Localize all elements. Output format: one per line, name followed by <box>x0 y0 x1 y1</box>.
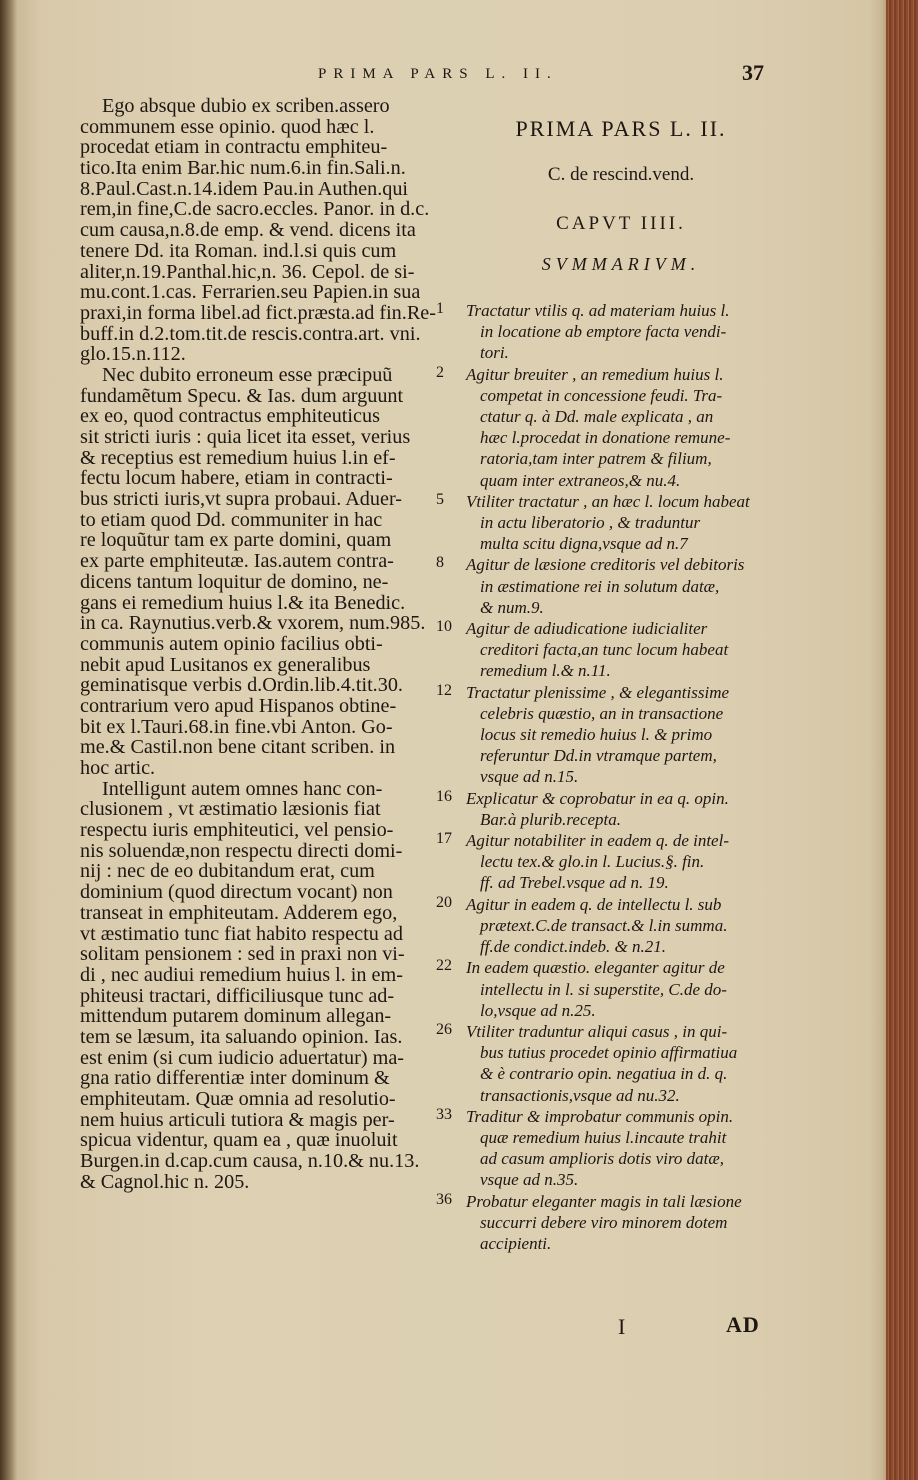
text-line: gans ei remedium huius l.& ita Benedic. <box>80 591 406 614</box>
text-line: bit ex l.Tauri.68.in fine.vbi Anton. Go- <box>80 715 393 738</box>
entry-line: intellectu in l. si superstite, C.de do- <box>480 979 727 999</box>
text-line: Ego absque dubio ex scriben.assero <box>102 95 390 117</box>
entry-line: & num.9. <box>480 597 544 617</box>
entry-number: 1 <box>436 300 444 317</box>
entry-number: 36 <box>436 1190 452 1208</box>
summarium-entry <box>436 364 806 491</box>
entry-line: ctatur q. à Dd. male explicata , an <box>480 407 714 427</box>
entry-line: transactionis,vsque ad nu.32. <box>480 1085 680 1105</box>
entry-line: Bar.à plurib.recepta. <box>480 809 622 829</box>
catchword: AD <box>726 1312 760 1337</box>
text-line: communis autem opinio facilius obti- <box>80 632 383 655</box>
summarium-entry <box>436 1021 806 1106</box>
entry-line: lectu tex.& glo.in l. Lucius.§. fin. <box>480 852 705 872</box>
text-line: 8.Paul.Cast.n.14.idem Pau.in Authen.qui <box>80 177 409 200</box>
text-line: respectu iuris emphiteutici, vel pensio- <box>80 819 394 842</box>
entry-line: In eadem quæstio. eleganter agitur de <box>466 958 725 978</box>
entry-number: 20 <box>436 893 452 911</box>
entry-line: accipienti. <box>480 1233 552 1253</box>
text-line: & receptius est remedium huius l.in ef- <box>80 446 396 469</box>
text-line: contrarium vero apud Hispanos obtine- <box>80 694 397 717</box>
text-line: solitam pensionem : sed in praxi non vi- <box>80 943 405 966</box>
summarium-entry <box>436 300 806 364</box>
summarium-heading: SVMMARIVM. <box>541 254 701 274</box>
entry-line: tori. <box>480 343 509 363</box>
entry-line: quam inter extraneos,& nu.4. <box>480 470 681 490</box>
entry-line: Agitur de adiudicatione iudicialiter <box>466 619 708 639</box>
text-line: sit stricti iuris : quia licet ita esset, verius <box>80 426 411 448</box>
entry-line: ratoria,tam inter patrem & filium, <box>480 449 712 469</box>
entry-line: in actu liberatorio , & traduntur <box>480 513 701 533</box>
text-line: mittendum putarem dominum allegan- <box>80 1005 392 1028</box>
text-line: cum causa,n.8.de emp. & vend. dicens ita <box>80 219 416 242</box>
text-line: nij : nec de eo dubitandum erat, cum <box>80 860 375 883</box>
entry-line: Vtiliter tractatur , an hæc l. locum habeat <box>466 491 750 511</box>
summarium-entry <box>436 957 806 1021</box>
entry-line: Explicatur & coprobatur in ea q. opin. <box>466 788 729 808</box>
entry-number: 22 <box>436 957 452 975</box>
text-line: vt æstimatio tunc fiat habito respectu ad <box>80 922 403 945</box>
entry-number: 17 <box>436 830 452 848</box>
entry-line: vsque ad n.35. <box>480 1170 579 1190</box>
entry-line: referuntur Dd.in vtramque partem, <box>480 746 717 766</box>
entry-line: ff. ad Trebel.vsque ad n. 19. <box>480 873 669 893</box>
text-line: fundamẽtum Specu. & Ias. dum arguunt <box>80 384 404 407</box>
section-title: PRIMA PARS L. II. <box>515 116 727 141</box>
text-line: di , nec audiui remedium huius l. in em- <box>80 963 403 986</box>
entry-line: ff.de condict.indeb. & n.21. <box>480 937 667 957</box>
summarium-entry <box>436 682 806 788</box>
text-line: geminatisque verbis d.Ordin.lib.4.tit.30. <box>80 674 403 697</box>
entry-line: succurri debere viro minorem dotem <box>480 1212 728 1232</box>
text-line: emphiteutam. Quæ omnia ad resolutio- <box>80 1088 396 1110</box>
text-line: & Cagnol.hic n. 205. <box>80 1170 250 1193</box>
text-line: to etiam quod Dd. communiter in hac <box>80 508 383 531</box>
entry-number: 16 <box>436 787 452 805</box>
entry-line: in locatione ab emptore facta vendi- <box>480 322 727 342</box>
section-subtitle: C. de rescind.vend. <box>547 164 695 185</box>
summarium-entry <box>436 1106 806 1191</box>
entry-line: ad casum amplioris dotis viro datæ, <box>480 1149 724 1169</box>
text-line: rem,in fine,C.de sacro.eccles. Panor. in d.c. <box>80 198 430 221</box>
entry-line: locus sit remedio huius l. & primo <box>480 725 713 745</box>
entry-line: Tractatur plenissime , & elegantissime <box>466 682 730 702</box>
summarium-entry <box>436 491 806 555</box>
text-line: in ca. Raynutius.verb.& vxorem, num.985. <box>80 612 426 635</box>
text-line: mu.cont.1.cas. Ferrarien.seu Papien.in sua <box>80 281 421 304</box>
entry-line: multa scitu digna,vsque ad n.7 <box>480 534 688 554</box>
text-line: clusionem , vt æstimatio læsionis fiat <box>80 798 381 821</box>
text-line: Burgen.in d.cap.cum causa, n.10.& nu.13. <box>80 1150 420 1173</box>
entry-line: remedium l.& n.11. <box>480 661 611 681</box>
entry-number: 33 <box>436 1105 452 1123</box>
text-line: transeat in emphiteutam. Adderem ego, <box>80 901 398 924</box>
text-line: procedat etiam in contractu emphiteu- <box>80 136 388 159</box>
entry-line: Agitur notabiliter in eadem q. de intel- <box>466 831 729 851</box>
entry-line: in æstimatione rei in solutum datæ, <box>480 576 720 596</box>
entry-number: 26 <box>436 1020 452 1038</box>
entry-line: creditori facta,an tunc locum habeat <box>480 640 729 660</box>
entry-number: 12 <box>436 681 452 699</box>
summarium-entry <box>436 1191 806 1255</box>
text-line: tenere Dd. ita Roman. ind.l.si quis cum <box>80 239 397 262</box>
entry-line: Probatur eleganter magis in tali læsione <box>466 1191 742 1211</box>
entry-line: Vtiliter traduntur aliqui casus , in qui- <box>466 1021 728 1041</box>
text-line: re loquũtur tam ex parte domini, quam <box>80 529 392 552</box>
text-line: hoc artic. <box>80 757 156 779</box>
text-line: ex parte emphiteutæ. Ias.autem contra- <box>80 550 394 573</box>
text-line: ex eo, quod contractus emphiteuticus <box>80 405 380 428</box>
entry-line: Tractatur vtilis q. ad materiam huius l. <box>466 301 730 320</box>
entry-number: 10 <box>436 618 452 636</box>
text-line: dicens tantum loquitur de domino, ne- <box>80 570 389 593</box>
text-line: dominium (quod directum vocant) non <box>80 881 393 904</box>
text-line: est enim (si cum iudicio aduertatur) ma- <box>80 1046 405 1069</box>
text-line: nebit apud Lusitanos ex generalibus <box>80 653 371 676</box>
text-line: fectu locum habere, etiam in contracti- <box>80 467 393 490</box>
entry-line: & è contrario opin. negatiua in d. q. <box>480 1064 728 1084</box>
text-line: praxi,in forma libel.ad fict.præsta.ad fin.Re- <box>80 301 436 324</box>
summarium-list <box>436 300 806 1254</box>
text-line: tem se læsum, ita saluando opinion. Ias. <box>80 1025 403 1048</box>
entry-line: prætext.C.de transact.& l.in summa. <box>480 915 728 935</box>
entry-number: 2 <box>436 363 444 381</box>
summarium-entry <box>436 894 806 958</box>
text-line: Nec dubito erroneum esse præcipuũ <box>102 363 393 386</box>
entry-line: Agitur in eadem q. de intellectu l. sub <box>466 894 722 914</box>
text-line: spicua videntur, quam ea , quæ inuoluit <box>80 1129 398 1152</box>
text-line: me.& Castil.non bene citant scriben. in <box>80 736 396 759</box>
entry-line: Agitur breuiter , an remedium huius l. <box>466 364 724 384</box>
folio-number: 37 <box>742 60 764 85</box>
running-head: PRIMA PARS L. II. <box>318 66 558 82</box>
text-line: tico.Ita enim Bar.hic num.6.in fin.Sali.n. <box>80 157 406 180</box>
entry-line: quæ remedium huius l.incaute trahit <box>480 1127 727 1147</box>
text-line: gna ratio differentiæ inter dominum & <box>80 1067 390 1090</box>
chapter-heading: CAPVT IIII. <box>556 213 686 234</box>
signature-mark: I <box>618 1314 626 1339</box>
entry-line: vsque ad n.15. <box>480 767 579 787</box>
text-line: aliter,n.19.Panthal.hic,n. 36. Cepol. de si- <box>80 260 415 283</box>
left-text-column <box>80 95 436 1193</box>
entry-line: bus tutius procedet opinio affirmatiua <box>480 1043 738 1063</box>
entry-line: Traditur & improbatur communis opin. <box>466 1106 734 1126</box>
text-line: bus stricti iuris,vt supra probaui. Aduer- <box>80 488 402 511</box>
text-line: communem esse opinio. quod hæc l. <box>80 115 375 138</box>
entry-line: celebris quæstio, an in transactione <box>480 703 724 723</box>
entry-number: 8 <box>436 554 444 572</box>
text-line: nis soluendæ,non respectu directi domi- <box>80 839 403 862</box>
summarium-entry <box>436 830 806 894</box>
entry-line: Agitur de læsione creditoris vel debitoris <box>466 555 745 575</box>
text-line: Intelligunt autem omnes hanc con- <box>102 777 383 800</box>
entry-line: lo,vsque ad n.25. <box>480 1000 596 1020</box>
summarium-entry <box>436 554 806 618</box>
text-line: glo.15.n.112. <box>80 343 186 366</box>
summarium-entry <box>436 618 806 682</box>
text-line: buff.in d.2.tom.tit.de rescis.contra.art. vni. <box>80 322 421 345</box>
summarium-entry <box>436 788 806 830</box>
text-line: nem huius articuli tutiora & magis per- <box>80 1108 395 1131</box>
entry-number: 5 <box>436 490 444 508</box>
entry-line: hæc l.procedat in donatione remune- <box>480 428 731 448</box>
entry-line: competat in concessione feudi. Tra- <box>480 385 723 405</box>
text-line: phiteusi tractari, difficiliusque tunc ad- <box>80 984 395 1007</box>
